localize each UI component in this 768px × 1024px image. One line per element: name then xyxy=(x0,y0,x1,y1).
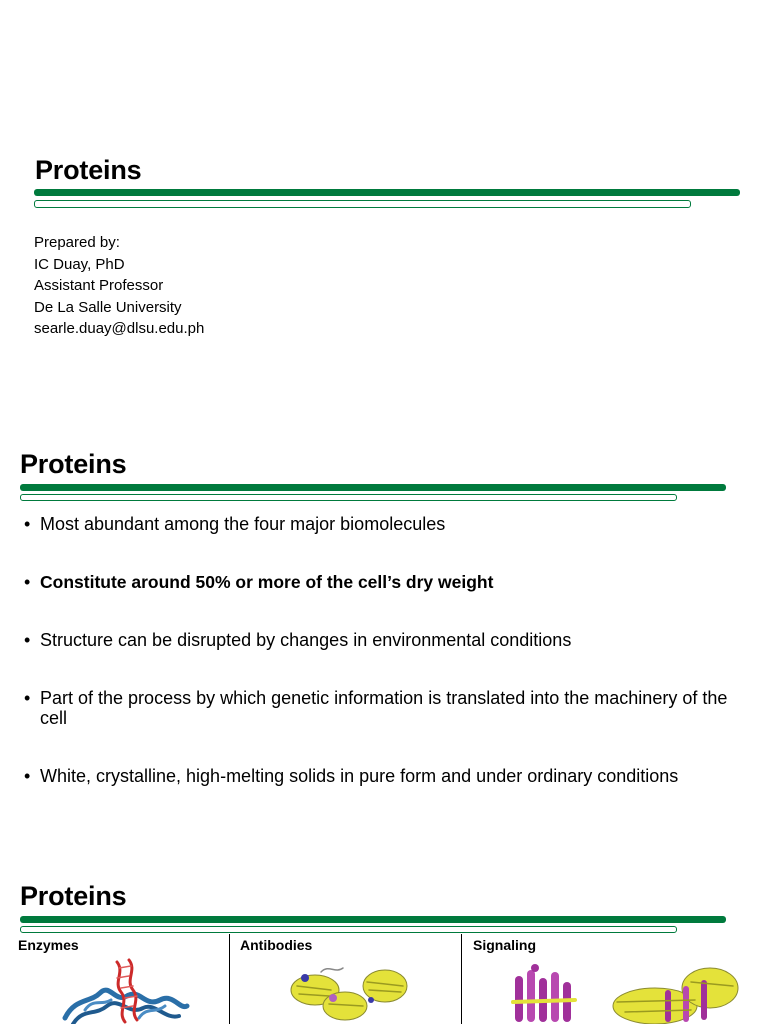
slide-title: Proteins xyxy=(20,881,127,911)
bullet-marker: • xyxy=(24,514,31,534)
bullet-text: Most abundant among the four major biomolecules xyxy=(40,514,446,534)
author-email: searle.duay@dlsu.edu.ph xyxy=(34,320,205,337)
enzyme-structure-image xyxy=(55,958,195,1024)
signaling-structure-image xyxy=(505,962,740,1024)
panel-divider xyxy=(461,934,462,1024)
antibody-structure-image xyxy=(285,960,415,1024)
slide-title: Proteins xyxy=(20,449,127,479)
panel-divider xyxy=(229,934,230,1024)
panel-label-signaling: Signaling xyxy=(473,937,536,953)
title-underline-thick xyxy=(20,916,726,923)
bullet-text: Structure can be disrupted by changes in environmental conditions xyxy=(40,630,572,650)
author-name: IC Duay, PhD xyxy=(34,255,125,273)
bullet-marker: • xyxy=(24,688,31,708)
prepared-by-label: Prepared by: xyxy=(34,234,120,251)
bullet-marker: • xyxy=(24,766,31,786)
bullet-text: Constitute around 50% or more of the cell’s dry weight xyxy=(40,572,494,592)
panel-label-antibodies: Antibodies xyxy=(240,937,313,953)
author-institution: De La Salle University xyxy=(34,298,182,316)
title-underline-thin xyxy=(20,926,677,933)
author-position: Assistant Professor xyxy=(34,277,164,294)
bullet-marker: • xyxy=(24,572,31,592)
bullet-text: White, crystalline, high-melting solids in pure form and under ordinary conditions xyxy=(40,766,679,786)
panel-label-enzymes: Enzymes xyxy=(18,937,79,953)
bullet-text: Part of the process by which genetic information is translated into the machinery of the cell xyxy=(40,688,728,728)
slide-title: Proteins xyxy=(35,155,142,185)
bullet-marker: • xyxy=(24,630,31,650)
